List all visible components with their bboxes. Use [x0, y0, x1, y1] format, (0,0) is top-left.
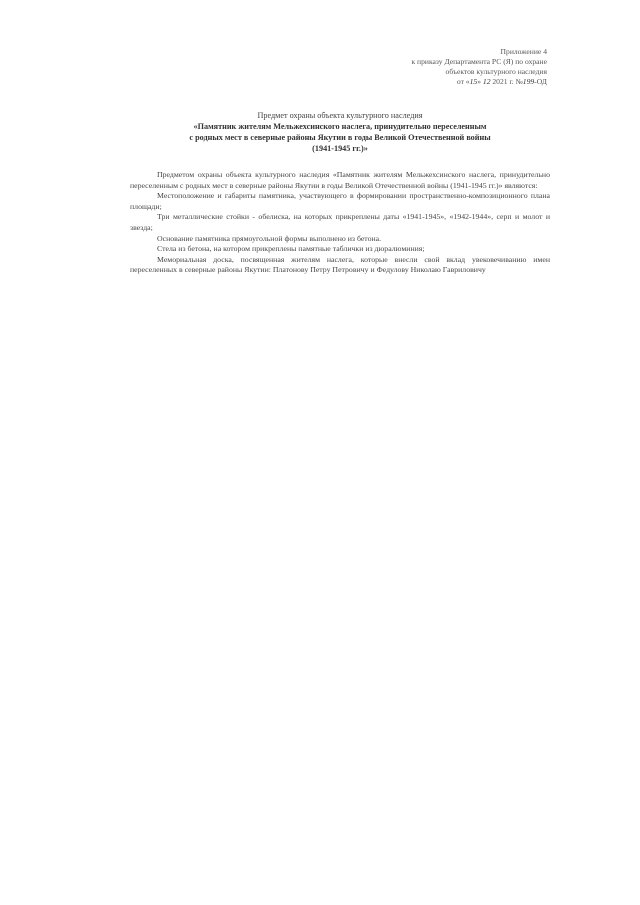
date-year: 2021 г. №: [490, 77, 523, 86]
paragraph-base: Основание памятника прямоугольной формы выполнено из бетона.: [157, 233, 382, 243]
document-body: [130, 170, 550, 276]
title-line-4: (1941-1945 гг.)»: [312, 144, 368, 153]
title-line-1: Предмет охраны объекта культурного наследия: [257, 111, 423, 120]
paragraph-location: Местоположение и габариты памятника, участвующего в формировании пространственно-композиционного плана площади;: [130, 191, 550, 211]
appendix-header: [327, 47, 547, 87]
order-number: 199: [522, 77, 535, 86]
paragraph-stela: Стела из бетона, на котором прикреплены памятные таблички из дюралюминия;: [157, 244, 425, 254]
date-month: 12: [482, 77, 491, 86]
appendix-line-2: к приказу Департамента РС (Я) по охране: [411, 57, 547, 66]
appendix-date-line: [327, 77, 547, 87]
order-suffix: -ОД: [534, 77, 547, 86]
title-line-3: с родных мест в северные районы Якутии в годы Великой Отечественной войны: [189, 133, 491, 142]
date-prefix: от «: [456, 77, 470, 86]
document-title: [150, 110, 530, 154]
paragraph-memorial: Мемориальная доска, посвященная жителям наслега, которые внесли свой вклад увековечиванию имен переселенных в северные районы Якутии: Платонову Петру Петровичу и Федулову Николаю Гавриловичу: [130, 254, 550, 275]
paragraph-obelisk: Три металлические стойки - обелиска, на которых прикреплены даты «1941-1945», «1942-1944», серп и молот и звезда;: [130, 212, 550, 232]
date-mid: »: [477, 77, 483, 86]
date-day: 15: [469, 77, 478, 86]
appendix-line-3: объектов культурного наследия: [445, 67, 547, 76]
title-line-2: «Памятник жителям Мельжехсинского наслега, принудительно переселенным: [193, 122, 487, 131]
appendix-line-1: Приложение 4: [500, 47, 547, 56]
paragraph-intro: Предметом охраны объекта культурного наследия «Памятник жителям Мельжехсинского наслега, принудительно переселенным с родных мест в северные районы Якутии в годы Великой Отечественной войны (1941-1945 гг.)» являются:: [130, 170, 550, 190]
